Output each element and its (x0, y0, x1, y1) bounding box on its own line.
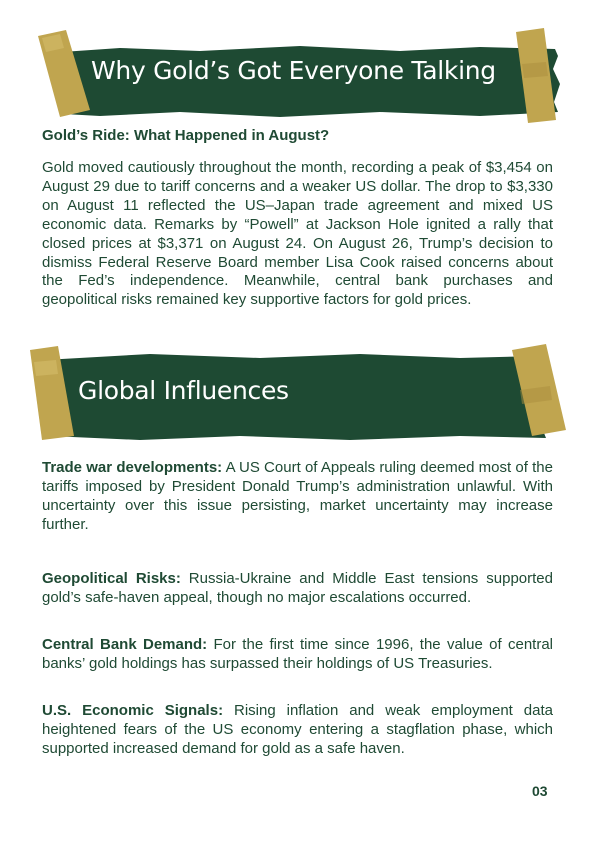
page-number: 03 (532, 783, 548, 799)
section-banner-1 (0, 24, 595, 124)
item-text: For the first time since 1996, the value of central banks’ gold holdings has surpassed their holdings of US Treasuries. (42, 636, 553, 672)
august-summary-paragraph: Gold moved cautiously throughout the month, recording a peak of $3,454 on August 29 due to tariff concerns and a weaker US dollar. The drop to $3,330 on August 11 reflected the US–Japan trade agreement and mixed US economic data. Remarks by “Powell” at Jackson Hole ignited a rally that closed prices at $3,371 on August 24. On August 26, Trump’s decision to dismiss Federal Reserve Board member Lisa Cook raised concerns about the Fed’s independence. Meanwhile, central bank purchases and geopolitical risks remained key supportive factors for gold prices. (42, 159, 553, 309)
item-text: Russia-Ukraine and Middle East tensions supported gold’s safe-haven appeal, though no major escalations occurred. (42, 570, 553, 606)
item-label: Central Bank Demand: (42, 636, 208, 653)
section-banner-2 (0, 340, 595, 450)
section-title-2: Global Influences (78, 376, 289, 405)
section-title-1: Why Gold’s Got Everyone Talking (91, 56, 496, 85)
item-text: A US Court of Appeals ruling deemed most of the tariffs imposed by President Donald Trump’s administration unlawful. With uncertainty over this issue persisting, market uncertainty may increase further. (42, 459, 553, 533)
item-label: U.S. Economic Signals: (42, 702, 224, 719)
influence-item-trade-war (42, 459, 553, 535)
influence-item-central-bank (42, 636, 553, 674)
item-text: Rising inflation and weak employment data heightened fears of the US economy entering a stagflation phase, which supported increased demand for gold as a safe haven. (42, 702, 553, 757)
item-label: Geopolitical Risks: (42, 570, 181, 587)
item-label: Trade war developments: (42, 459, 223, 476)
influence-item-geopolitical (42, 570, 553, 608)
influence-item-us-economic (42, 702, 553, 759)
subheading-august: Gold’s Ride: What Happened in August? (42, 127, 330, 144)
